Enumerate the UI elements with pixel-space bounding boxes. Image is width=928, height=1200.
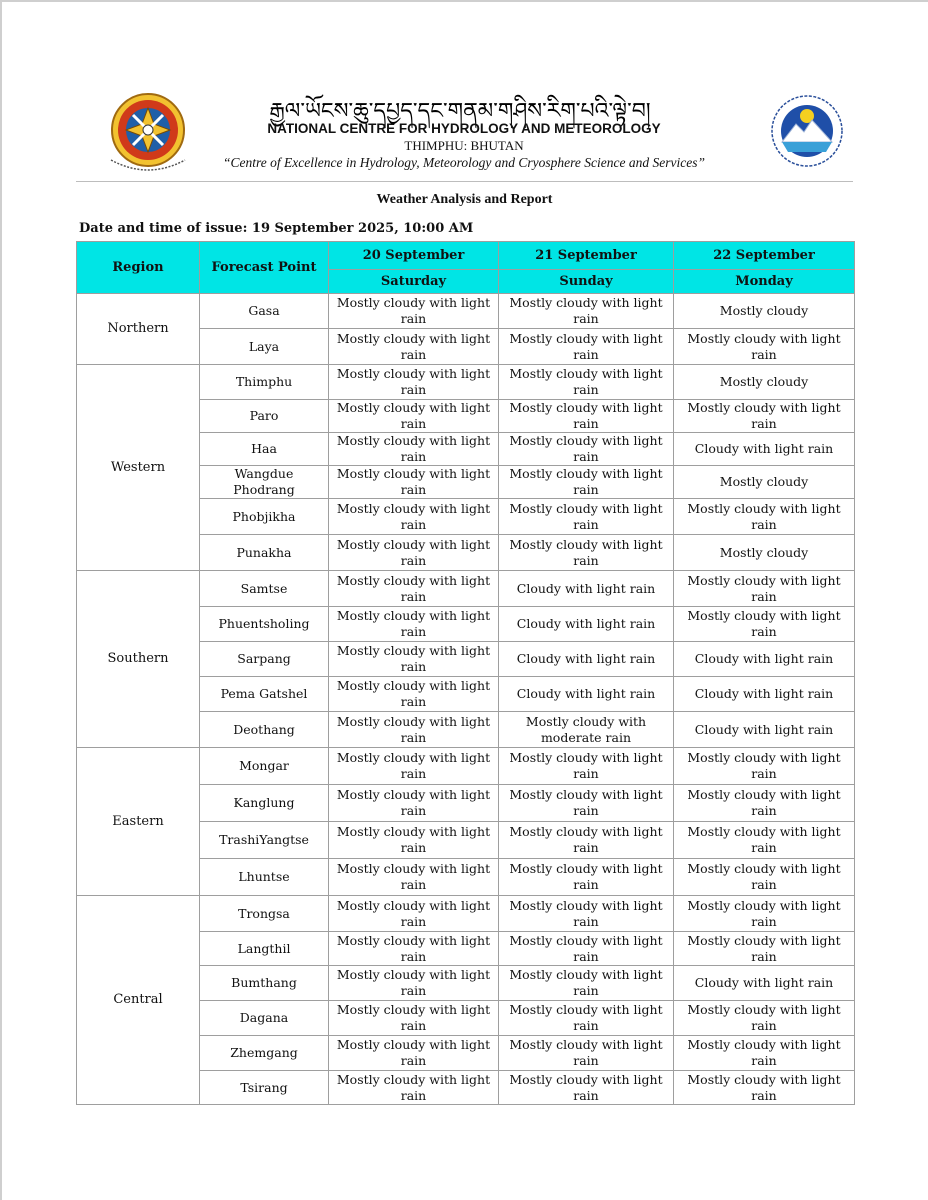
forecast-point-cell: Lhuntse: [200, 859, 329, 896]
day1-forecast-cell: Mostly cloudy with light rain: [329, 822, 499, 859]
day2-forecast-cell: Mostly cloudy with light rain: [499, 535, 674, 571]
header-divider: [76, 181, 853, 182]
day1-forecast-cell: Mostly cloudy with light rain: [329, 966, 499, 1001]
day2-forecast-cell: Mostly cloudy with light rain: [499, 499, 674, 535]
report-header: [0, 0, 928, 185]
day1-forecast-cell: Mostly cloudy with light rain: [329, 466, 499, 499]
day3-forecast-cell: Mostly cloudy with light rain: [674, 822, 855, 859]
region-cell: Central: [77, 896, 200, 1105]
day2-forecast-cell: Cloudy with light rain: [499, 571, 674, 607]
day2-forecast-cell: Mostly cloudy with moderate rain: [499, 712, 674, 748]
forecast-point-cell: Mongar: [200, 748, 329, 785]
day3-forecast-cell: Mostly cloudy with light rain: [674, 329, 855, 365]
day3-forecast-cell: Mostly cloudy with light rain: [674, 1071, 855, 1105]
day1-forecast-cell: Mostly cloudy with light rain: [329, 642, 499, 677]
day1-forecast-cell: Mostly cloudy with light rain: [329, 607, 499, 642]
org-motto: “Centre of Excellence in Hydrology, Meteorology and Cryosphere Science and Services”: [223, 155, 705, 170]
forecast-point-cell: Phobjikha: [200, 499, 329, 535]
day3-forecast-cell: Mostly cloudy with light rain: [674, 896, 855, 932]
day3-forecast-cell: Mostly cloudy with light rain: [674, 859, 855, 896]
forecast-table-body: [77, 294, 855, 1105]
day2-weekday-header: Sunday: [499, 270, 674, 294]
day3-forecast-cell: Mostly cloudy: [674, 294, 855, 329]
day2-forecast-cell: Mostly cloudy with light rain: [499, 1036, 674, 1071]
day1-forecast-cell: Mostly cloudy with light rain: [329, 712, 499, 748]
day3-forecast-cell: Mostly cloudy with light rain: [674, 785, 855, 822]
day1-forecast-cell: Mostly cloudy with light rain: [329, 571, 499, 607]
forecast-point-cell: Haa: [200, 433, 329, 466]
day2-forecast-cell: Cloudy with light rain: [499, 677, 674, 712]
org-name: NATIONAL CENTRE FOR HYDROLOGY AND METEOROLOGY: [267, 121, 661, 136]
forecast-point-cell: Trongsa: [200, 896, 329, 932]
day3-forecast-cell: Mostly cloudy with light rain: [674, 607, 855, 642]
forecast-point-cell: Wangdue Phodrang: [200, 466, 329, 499]
nchm-logo: [766, 94, 848, 168]
day3-forecast-cell: Mostly cloudy with light rain: [674, 748, 855, 785]
day1-forecast-cell: Mostly cloudy with light rain: [329, 1071, 499, 1105]
day3-forecast-cell: Mostly cloudy with light rain: [674, 1001, 855, 1036]
day1-forecast-cell: Mostly cloudy with light rain: [329, 329, 499, 365]
day3-forecast-cell: Mostly cloudy with light rain: [674, 400, 855, 433]
forecast-point-cell: Paro: [200, 400, 329, 433]
day3-forecast-cell: Cloudy with light rain: [674, 433, 855, 466]
day1-weekday-header: Saturday: [329, 270, 499, 294]
forecast-point-cell: Samtse: [200, 571, 329, 607]
forecast-point-cell: TrashiYangtse: [200, 822, 329, 859]
dzongkha-org-name: རྒྱལ་ཡོངས་ཆུ་དཔྱད་དང་གནམ་གཤིས་རིག་པའི་ལྟེ་བ།: [269, 99, 651, 124]
table-row: [77, 365, 855, 400]
day1-forecast-cell: Mostly cloudy with light rain: [329, 1001, 499, 1036]
day2-forecast-cell: Mostly cloudy with light rain: [499, 1001, 674, 1036]
region-cell: Northern: [77, 294, 200, 365]
day1-date-header: 20 September: [329, 242, 499, 270]
day1-forecast-cell: Mostly cloudy with light rain: [329, 932, 499, 966]
day1-forecast-cell: Mostly cloudy with light rain: [329, 785, 499, 822]
day2-forecast-cell: Mostly cloudy with light rain: [499, 896, 674, 932]
day1-forecast-cell: Mostly cloudy with light rain: [329, 535, 499, 571]
day2-forecast-cell: Mostly cloudy with light rain: [499, 785, 674, 822]
forecast-point-cell: Thimphu: [200, 365, 329, 400]
day3-forecast-cell: Mostly cloudy with light rain: [674, 499, 855, 535]
table-row: [77, 571, 855, 607]
forecast-table: [76, 241, 855, 1105]
forecast-point-cell: Tsirang: [200, 1071, 329, 1105]
day2-date-header: 21 September: [499, 242, 674, 270]
forecast-point-cell: Sarpang: [200, 642, 329, 677]
day3-forecast-cell: Mostly cloudy with light rain: [674, 932, 855, 966]
forecast-point-cell: Pema Gatshel: [200, 677, 329, 712]
day3-forecast-cell: Mostly cloudy: [674, 365, 855, 400]
day1-forecast-cell: Mostly cloudy with light rain: [329, 748, 499, 785]
day1-forecast-cell: Mostly cloudy with light rain: [329, 677, 499, 712]
day2-forecast-cell: Mostly cloudy with light rain: [499, 932, 674, 966]
region-cell: Southern: [77, 571, 200, 748]
day2-forecast-cell: Cloudy with light rain: [499, 642, 674, 677]
forecast-point-cell: Phuentsholing: [200, 607, 329, 642]
forecast-point-cell: Langthil: [200, 932, 329, 966]
forecast-point-column-header: Forecast Point: [200, 242, 329, 294]
table-row: [77, 896, 855, 932]
day2-forecast-cell: Mostly cloudy with light rain: [499, 822, 674, 859]
forecast-point-cell: Zhemgang: [200, 1036, 329, 1071]
forecast-point-cell: Deothang: [200, 712, 329, 748]
day3-weekday-header: Monday: [674, 270, 855, 294]
day1-forecast-cell: Mostly cloudy with light rain: [329, 499, 499, 535]
day3-forecast-cell: Cloudy with light rain: [674, 966, 855, 1001]
day1-forecast-cell: Mostly cloudy with light rain: [329, 400, 499, 433]
day1-forecast-cell: Mostly cloudy with light rain: [329, 294, 499, 329]
day1-forecast-cell: Mostly cloudy with light rain: [329, 1036, 499, 1071]
day3-forecast-cell: Mostly cloudy with light rain: [674, 571, 855, 607]
day1-forecast-cell: Mostly cloudy with light rain: [329, 859, 499, 896]
forecast-point-cell: Kanglung: [200, 785, 329, 822]
day3-date-header: 22 September: [674, 242, 855, 270]
day1-forecast-cell: Mostly cloudy with light rain: [329, 896, 499, 932]
region-column-header: Region: [77, 242, 200, 294]
table-row: [77, 748, 855, 785]
forecast-point-cell: Gasa: [200, 294, 329, 329]
day2-forecast-cell: Mostly cloudy with light rain: [499, 966, 674, 1001]
day2-forecast-cell: Mostly cloudy with light rain: [499, 859, 674, 896]
day2-forecast-cell: Cloudy with light rain: [499, 607, 674, 642]
day1-forecast-cell: Mostly cloudy with light rain: [329, 365, 499, 400]
forecast-point-cell: Punakha: [200, 535, 329, 571]
table-header-row: [77, 242, 855, 270]
day2-forecast-cell: Mostly cloudy with light rain: [499, 466, 674, 499]
day3-forecast-cell: Cloudy with light rain: [674, 677, 855, 712]
day2-forecast-cell: Mostly cloudy with light rain: [499, 365, 674, 400]
day3-forecast-cell: Mostly cloudy: [674, 535, 855, 571]
table-row: [77, 294, 855, 329]
day2-forecast-cell: Mostly cloudy with light rain: [499, 294, 674, 329]
day2-forecast-cell: Mostly cloudy with light rain: [499, 1071, 674, 1105]
report-title: Weather Analysis and Report: [376, 192, 553, 207]
day2-forecast-cell: Mostly cloudy with light rain: [499, 329, 674, 365]
issue-datetime: Date and time of issue: 19 September 2025, 10:00 AM: [79, 221, 474, 236]
day2-forecast-cell: Mostly cloudy with light rain: [499, 748, 674, 785]
org-city: THIMPHU: BHUTAN: [404, 138, 524, 153]
forecast-point-cell: Bumthang: [200, 966, 329, 1001]
bhutan-emblem-logo: [103, 90, 193, 176]
day2-forecast-cell: Mostly cloudy with light rain: [499, 433, 674, 466]
region-cell: Eastern: [77, 748, 200, 896]
forecast-point-cell: Laya: [200, 329, 329, 365]
forecast-point-cell: Dagana: [200, 1001, 329, 1036]
day3-forecast-cell: Cloudy with light rain: [674, 712, 855, 748]
day3-forecast-cell: Mostly cloudy: [674, 466, 855, 499]
region-cell: Western: [77, 365, 200, 571]
day3-forecast-cell: Cloudy with light rain: [674, 642, 855, 677]
day1-forecast-cell: Mostly cloudy with light rain: [329, 433, 499, 466]
day2-forecast-cell: Mostly cloudy with light rain: [499, 400, 674, 433]
day3-forecast-cell: Mostly cloudy with light rain: [674, 1036, 855, 1071]
